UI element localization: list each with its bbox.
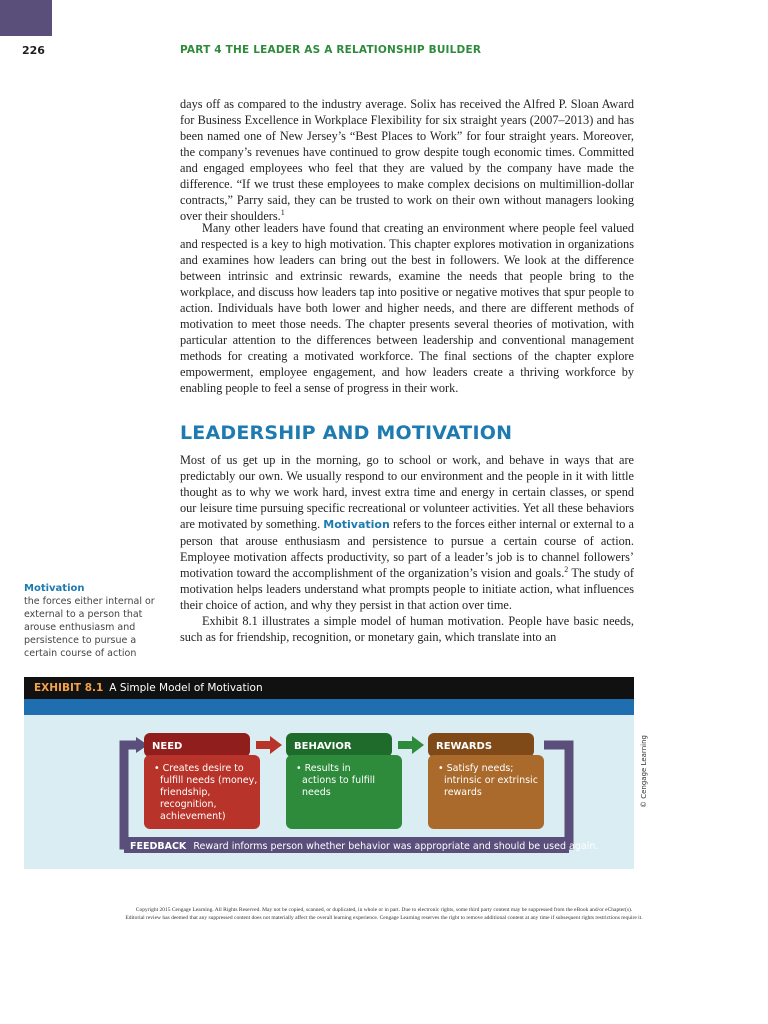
corner-color-block bbox=[0, 0, 52, 36]
motivation-model-diagram bbox=[24, 715, 634, 869]
feedback-label: FEEDBACK bbox=[130, 841, 187, 852]
paragraph-3-text-a: Most of us get up in the morning, go to school or work, and behave in ways that are predictably our own. We usually respond to our environment and the people in it with little thought as to why we work hard, invest extra time and energy in certain classes, or spend our leisure time pursuing specific recreational or volunteer activities. Yet all these behaviors are motivated by something. bbox=[180, 453, 634, 531]
part-title: THE LEADER AS A RELATIONSHIP BUILDER bbox=[225, 44, 482, 56]
paragraph-4: Exhibit 8.1 illustrates a simple model of human motivation. People have basic needs, such as for friendship, recognition, or monetary gain, which translate into an bbox=[180, 614, 634, 644]
part-label: PART 4 bbox=[180, 44, 222, 56]
rewards-title: REWARDS bbox=[436, 741, 493, 752]
rewards-line-3: rewards bbox=[444, 787, 482, 798]
arrow-need-to-behavior bbox=[256, 736, 282, 754]
page-number: 226 bbox=[22, 44, 45, 57]
keyword-motivation: Motivation bbox=[323, 518, 390, 531]
paragraph-2 bbox=[180, 220, 634, 396]
need-title: NEED bbox=[152, 741, 183, 752]
margin-definition bbox=[24, 582, 172, 660]
footnote-ref-1: 1 bbox=[280, 207, 285, 217]
image-credit: © Cengage Learning bbox=[640, 735, 648, 808]
paragraph-1-text: days off as compared to the industry average. Solix has received the Alfred P. Sloan Award for Business Excellence in Workplace Flexibility for six straight years (2007–2013) and has been named one of New Jersey’s “Best Places to Work” for four straight years. Moreover, the company’s revenues have continued to grow despite tough economic times. Committed and engaged employees who feel that they are valued by the company have made the difference. “If we trust these employees to make complex decisions on multimillion-dollar contracts,” Parry said, they can be trusted to work on their own without managers looking over their shoulders. bbox=[180, 97, 634, 223]
svg-text:FEEDBACK Reward informs pe bbox=[130, 841, 598, 852]
need-line-4: recognition, bbox=[160, 799, 217, 810]
running-head bbox=[180, 44, 481, 56]
section-heading: LEADERSHIP AND MOTIVATION bbox=[180, 422, 513, 444]
exhibit-title: A Simple Model of Motivation bbox=[109, 682, 263, 694]
copyright-line-1: Copyright 2015 Cengage Learning. All Rights Reserved. May not be copied, scanned, or duplicated, in whole or in part. Due to electronic rights, some third party content may be suppressed from the eBook and/or eChapter(s). bbox=[135, 907, 633, 913]
paragraph-2-text: Many other leaders have found that creating an environment where people feel valued and respected is a key to high motivation. This chapter explores motivation in organizations and examines how leaders can bring out the best in followers. We look at the difference between intrinsic and extrinsic rewards, examine the needs that people bring to the workplace, and discuss how leaders tap into positive or negative motives that spur people to action. Individuals have both lower and higher needs, and there are different methods of motivation to meet those needs. The chapter presents several theories of motivation, with particular attention to the differences between leadership and conventional management methods for creating a motivated workforce. The final sections of the chapter explore empowerment, employee engagement, and how leaders create a thriving workforce by enabling people to feel a sense of progress in their work. bbox=[180, 221, 634, 395]
paragraph-1 bbox=[180, 96, 634, 224]
paragraph-3 bbox=[180, 452, 634, 645]
behavior-line-3: needs bbox=[302, 787, 331, 798]
behavior-title: BEHAVIOR bbox=[294, 741, 352, 752]
need-line-2: fulfill needs (money, bbox=[160, 775, 258, 786]
exhibit-blue-band bbox=[24, 699, 634, 715]
behavior-line-2: actions to fulfill bbox=[302, 775, 376, 786]
exhibit-label: EXHIBIT 8.1 bbox=[34, 682, 104, 694]
copyright-notice bbox=[30, 906, 738, 922]
need-line-5: achievement) bbox=[160, 811, 226, 822]
arrow-behavior-to-rewards bbox=[398, 736, 424, 754]
margin-term-definition: the forces either internal or external to a person that arouse enthusiasm and persistence to pursue a certain course of action bbox=[24, 596, 155, 659]
rewards-line-1: • Satisfy needs; bbox=[438, 763, 514, 774]
copyright-line-2: Editorial review has deemed that any suppressed content does not materially affect the overall learning experience. Cengage Learning reserves the right to remove additional content at any time if subsequent rights restrictions require it. bbox=[125, 915, 643, 921]
rewards-line-2: intrinsic or extrinsic bbox=[444, 775, 538, 786]
exhibit-title-bar bbox=[24, 677, 634, 699]
feedback-text: Reward informs person whether behavior was appropriate and should be used again. bbox=[193, 841, 599, 852]
footnote-ref-2: 2 bbox=[564, 564, 569, 574]
paragraph-3-text-b: refers to the forces either internal or external to a person that arouse enthusiasm and persistence to pursue a certain course of action. Employee motivation affects productivity, so part of a leader’s job is to channel followers’ motivation toward the accomplishment of the organization’s vision and goals. bbox=[180, 517, 635, 580]
paragraph-3-text-c: The study of motivation helps leaders understand what prompts people to initiate action, what influences their choice of action, and why they persist in that action over time. bbox=[180, 566, 634, 612]
margin-term: Motivation bbox=[24, 583, 85, 594]
need-line-3: friendship, bbox=[160, 787, 211, 798]
need-line-1: • Creates desire to bbox=[154, 763, 244, 774]
behavior-line-1: • Results in bbox=[296, 763, 351, 774]
